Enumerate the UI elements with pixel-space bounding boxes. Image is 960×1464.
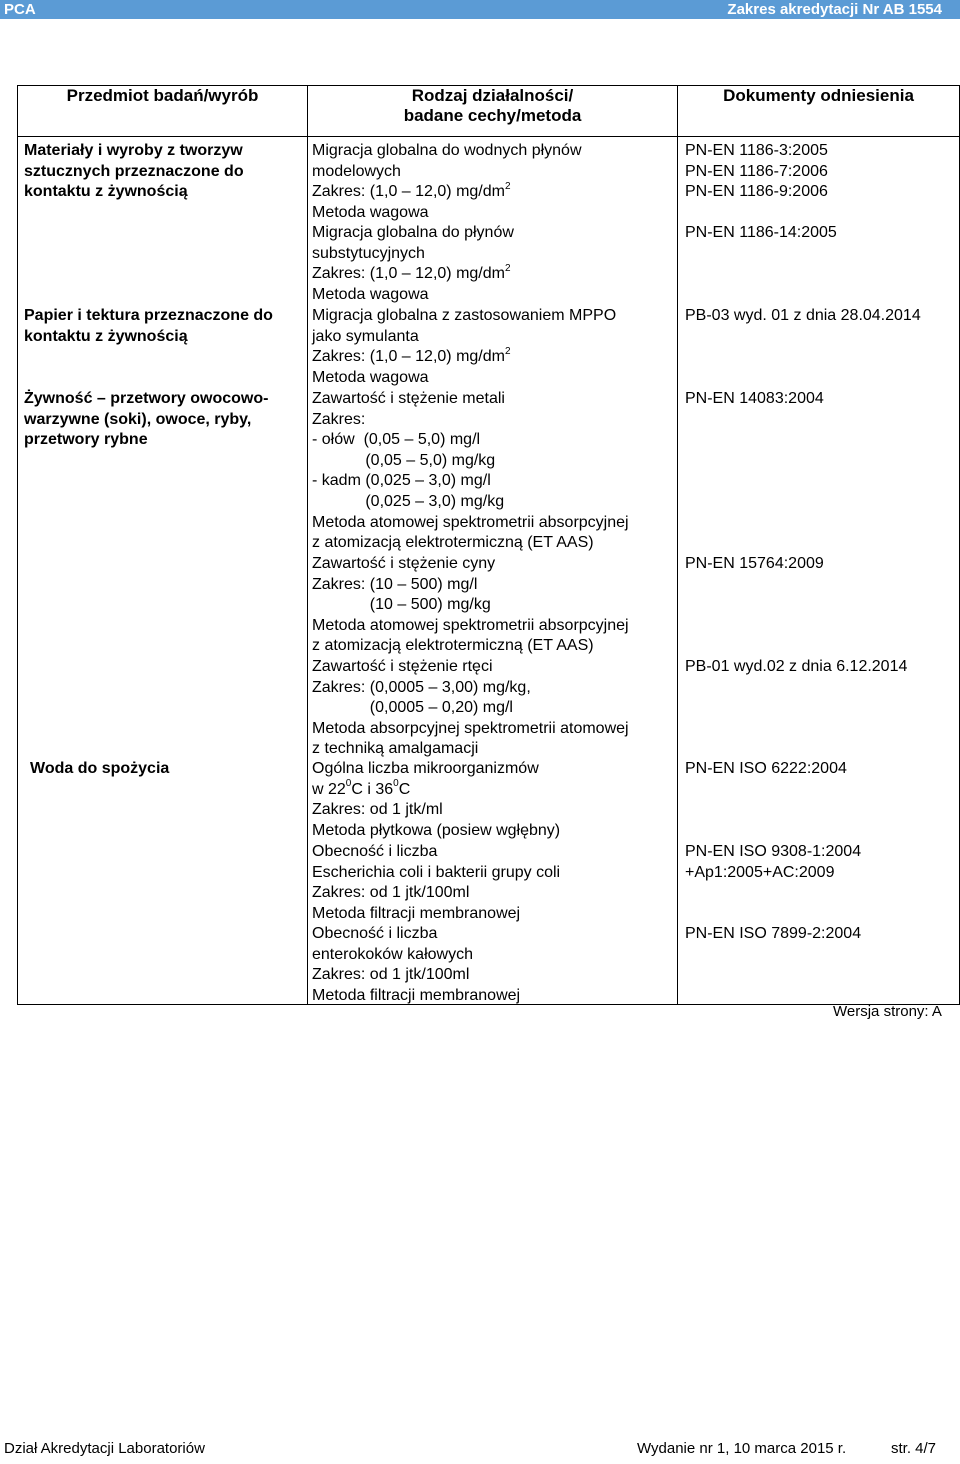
document-pn-en-1186-14: PN-EN 1186-14:2005 <box>685 224 837 241</box>
activity-migration-mppo: Migracja globalna z zastosowaniem MPPO jako symulanta Zakres: (1,0 – 12,0) $mg/dm^2$ Metoda wagowa <box>312 307 617 386</box>
column-header-activity: Rodzaj działalności/ badane cechy/metoda <box>308 86 678 137</box>
subject-food: Żywność – przetwory owocowo- warzywne (soki), owoce, ryby, przetwory rybne <box>24 390 269 449</box>
footer-department: Dział Akredytacji Laboratoriów <box>4 1440 205 1457</box>
column-header-subject: Przedmiot badań/wyrób <box>18 86 308 137</box>
header-title: Zakres akredytacji Nr AB 1554 <box>727 1 942 18</box>
document-pn-en-14083: PN-EN 14083:2004 <box>685 390 824 407</box>
column-header-documents: Dokumenty odniesienia <box>678 86 960 137</box>
document-pb-01: PB-01 wyd.02 z dnia 6.12.2014 <box>685 658 908 675</box>
activity-microorganisms: Ogólna liczba mikroorganizmów w $22^0C$ i $36^0C$ Zakres: od 1 jtk/ml Metoda płytkowa (posiew wgłębny) <box>312 760 561 839</box>
document-iso-7899: PN-EN ISO 7899-2:2004 <box>685 925 862 942</box>
table-body-row <box>18 137 960 1005</box>
document-pn-en-1186-group: PN-EN 1186-3:2005 PN-EN 1186-7:2006 PN-EN 1186-9:2006 <box>685 142 828 201</box>
activity-tin: Zawartość i stężenie cyny Zakres: (10 – 500) mg/l (10 – 500) mg/kg Metoda atomowej spektrometrii absorpcyjnej z atomizacją elektrotermiczną (ET AAS) <box>312 555 629 655</box>
header-org: PCA <box>4 1 36 18</box>
document-pb-03: PB-03 wyd. 01 z dnia 28.04.2014 <box>685 307 921 324</box>
page-header <box>0 0 960 19</box>
page-version: Wersja strony: A <box>833 1003 942 1020</box>
activity-metals: Zawartość i stężenie metali Zakres: - ołów (0,05 – 5,0) mg/l (0,05 – 5,0) mg/kg - kadm (0,025 – 3,0) mg/l (0,025 – 3,0) mg/kg Metoda atomowej spektrometrii absorpcyjnej z atomizacją elektrotermiczną (ET AAS) <box>312 390 629 552</box>
activity-ecoli: Obecność i liczba Escherichia coli i bakterii grupy coli Zakres: od 1 jtk/100ml Metoda filtracji membranowej <box>312 843 561 922</box>
activity-mercury: Zawartość i stężenie rtęci Zakres: (0,0005 – 3,00) mg/kg, (0,0005 – 0,20) mg/l Metoda absorpcyjnej spektrometrii atomowej z techniką amalgamacji <box>312 658 629 758</box>
document-iso-9308: PN-EN ISO 9308-1:2004 +Ap1:2005+AC:2009 <box>685 843 862 881</box>
documents-column <box>678 137 960 1005</box>
subject-column <box>18 137 308 1005</box>
activity-enterococci: Obecność i liczba enterokoków kałowych Zakres: od 1 jtk/100ml Metoda filtracji membranowej <box>312 925 521 1004</box>
footer-page-number: str. 4/7 <box>891 1440 937 1457</box>
page-footer <box>0 1437 960 1461</box>
subject-paper: Papier i tektura przeznaczone do kontaktu z żywnością <box>24 307 273 345</box>
document-pn-en-15764: PN-EN 15764:2009 <box>685 555 824 572</box>
activity-migration-water: Migracja globalna do wodnych płynów modelowych Zakres: (1,0 – 12,0) $mg/dm^2$ Metoda wagowa <box>312 142 582 221</box>
footer-edition: Wydanie nr 1, 10 marca 2015 r. <box>637 1440 847 1457</box>
table-header-row <box>18 86 960 137</box>
accreditation-scope-table <box>17 85 960 1005</box>
document-iso-6222: PN-EN ISO 6222:2004 <box>685 760 847 777</box>
activity-migration-substitute: Migracja globalna do płynów substytucyjnych Zakres: (1,0 – 12,0) $mg/dm^2$ Metoda wagowa <box>312 224 514 303</box>
subject-plastics: Materiały i wyroby z tworzyw sztucznych przeznaczone do kontaktu z żywnością <box>24 142 244 201</box>
subject-water: Woda do spożycia <box>30 760 170 777</box>
activity-column <box>308 137 678 1005</box>
